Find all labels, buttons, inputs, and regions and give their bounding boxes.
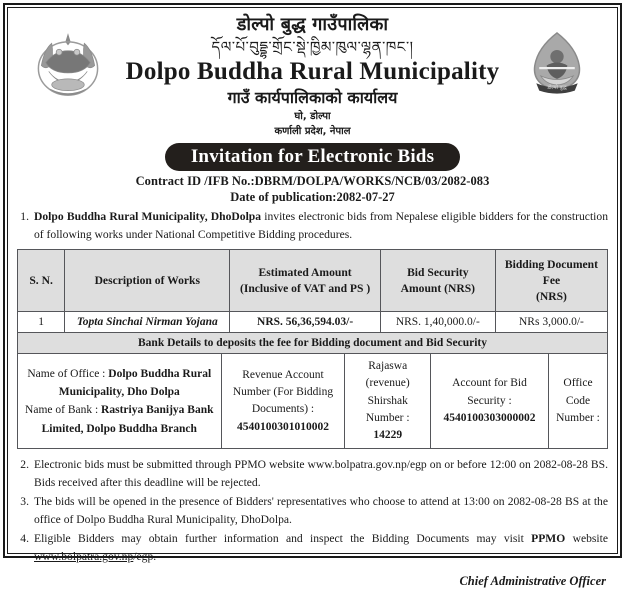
- clause-list-top: [17, 208, 608, 244]
- clause-2-body: Electronic bids must be submitted through PPMO website www.bolpatra.gov.np/egp on or before 12:00 on 2082-08-28 BS. Bids received after this deadline will be rejected.: [34, 458, 608, 490]
- bank-details-title-row: [18, 333, 608, 354]
- bid-security-account-value: 4540100303000002: [443, 411, 536, 424]
- clause-1-rest: invites electronic bids from Nepalese eligible bidders for the construction of following works under National Competitive Bidding procedures.: [34, 210, 608, 242]
- clause-3-body: The bids will be opened in the presence of Bidders' representatives who choose to attend at 13:00 on 2082-08-28 BS at the office of Dolpo Buddha Rural Municipality, DhoDolpa.: [34, 495, 608, 527]
- nepal-government-emblem: [31, 30, 105, 104]
- clause-1-body: [34, 208, 608, 244]
- header-document-fee: Bidding Document Fee (NRS): [495, 250, 607, 312]
- clause-4-part1: Eligible Bidders may obtain further information and inspect the Bidding Documents may visit: [34, 532, 532, 546]
- municipality-emblem: [520, 30, 594, 104]
- header-description: Description of Works: [65, 250, 230, 312]
- nepali-office-title: गाउँ कार्यपालिकाको कार्यालय: [227, 87, 398, 107]
- ppmo-label: PPMO: [531, 532, 566, 546]
- clause-2: [17, 456, 608, 492]
- cell-document-fee: NRs 3,000.0/-: [495, 312, 607, 333]
- bank-label: Name of Bank :: [25, 404, 99, 417]
- english-municipality-title: Dolpo Buddha Rural Municipality: [125, 58, 500, 85]
- clause-3-number: 3.: [20, 495, 29, 509]
- clause-1: [17, 208, 608, 244]
- signature-title: Chief Administrative Officer: [459, 574, 606, 589]
- office-line: [22, 365, 217, 402]
- bank-details-title: Bank Details to deposits the fee for Bidding document and Bid Security: [18, 333, 608, 354]
- works-table: [17, 249, 608, 333]
- bank-office-cell: [18, 354, 222, 449]
- bank-line: [22, 401, 217, 438]
- inner-border: [7, 7, 618, 589]
- cell-description: Topta Sinchai Nirman Yojana: [65, 312, 230, 333]
- works-table-header-row: [18, 250, 608, 312]
- clause-1-number: 1.: [20, 210, 29, 224]
- revenue-account-value: 4540100301010002: [236, 420, 329, 433]
- office-code-label: Office Code Number :: [556, 377, 600, 424]
- rajaswa-label: Rajaswa (revenue) Shirshak Number :: [365, 360, 410, 424]
- office-label: Name of Office :: [27, 367, 106, 380]
- clause-3: [17, 493, 608, 529]
- header-bid-security: Bid Security Amount (NRS): [380, 250, 495, 312]
- rajaswa-value: 14229: [373, 429, 403, 442]
- revenue-account-cell: [221, 354, 345, 449]
- cell-bid-security: NRS. 1,40,000.0/-: [380, 312, 495, 333]
- revenue-account-label: Revenue Account Number (For Bidding Documents) :: [232, 368, 334, 416]
- clause-4-number: 4.: [20, 532, 29, 546]
- table-row: [18, 312, 608, 333]
- invitation-banner: Invitation for Electronic Bids: [165, 143, 460, 172]
- clause-list-bottom: [17, 456, 608, 566]
- bid-security-account-label: Account for Bid Security :: [452, 377, 527, 407]
- cell-estimated-amount: NRS. 56,36,594.03/-: [230, 312, 380, 333]
- cell-sn: 1: [18, 312, 65, 333]
- bank-details-body-row: [18, 354, 608, 449]
- nepali-province: कर्णाली प्रदेश, नेपाल: [274, 126, 351, 137]
- clause-1-lead: Dolpo Buddha Rural Municipality, DhoDolpa: [34, 210, 262, 224]
- clause-2-number: 2.: [20, 458, 29, 472]
- nepali-municipality-title: डोल्पो बुद्ध गाउँपालिका: [236, 14, 389, 35]
- bank-details-table: [17, 332, 608, 449]
- bolpatra-link[interactable]: www.bolpatra.gov.np: [34, 550, 134, 564]
- clause-4-part3: /egp.: [133, 550, 157, 564]
- clause-4-part2: website: [565, 532, 608, 546]
- header-sn: S. N.: [18, 250, 65, 312]
- contract-id-line: Contract ID /IFB No.:DBRM/DOLPA/WORKS/NCB/03/2082-083: [135, 174, 490, 189]
- document-header: [17, 12, 608, 139]
- office-value: Dolpo Buddha Rural Municipality, Dho Dolpa: [58, 367, 212, 398]
- bid-security-account-cell: [430, 354, 548, 449]
- bank-value: Rastriya Banijya Bank Limited, Dolpo Buddha Branch: [41, 404, 214, 435]
- publication-date-line: Date of publication:2082-07-27: [230, 190, 395, 205]
- outer-border: [3, 3, 622, 589]
- tibetan-municipality-title: དོལ་པོ་བུདྡྷ་གྲོང་སྡེ་ཁྱིམ་ཁུལ་ལྷན་ཁང་།: [211, 37, 414, 56]
- office-code-cell: [548, 354, 607, 449]
- nepali-place: घो, डोल्पा: [294, 110, 331, 122]
- invitation-banner-wrap: [17, 143, 608, 172]
- rajaswa-cell: [345, 354, 431, 449]
- header-estimated-amount: Estimated Amount (Inclusive of VAT and PS ): [230, 250, 380, 312]
- svg-text:डोल्पो बुद्ध: डोल्पो बुद्ध: [547, 85, 567, 92]
